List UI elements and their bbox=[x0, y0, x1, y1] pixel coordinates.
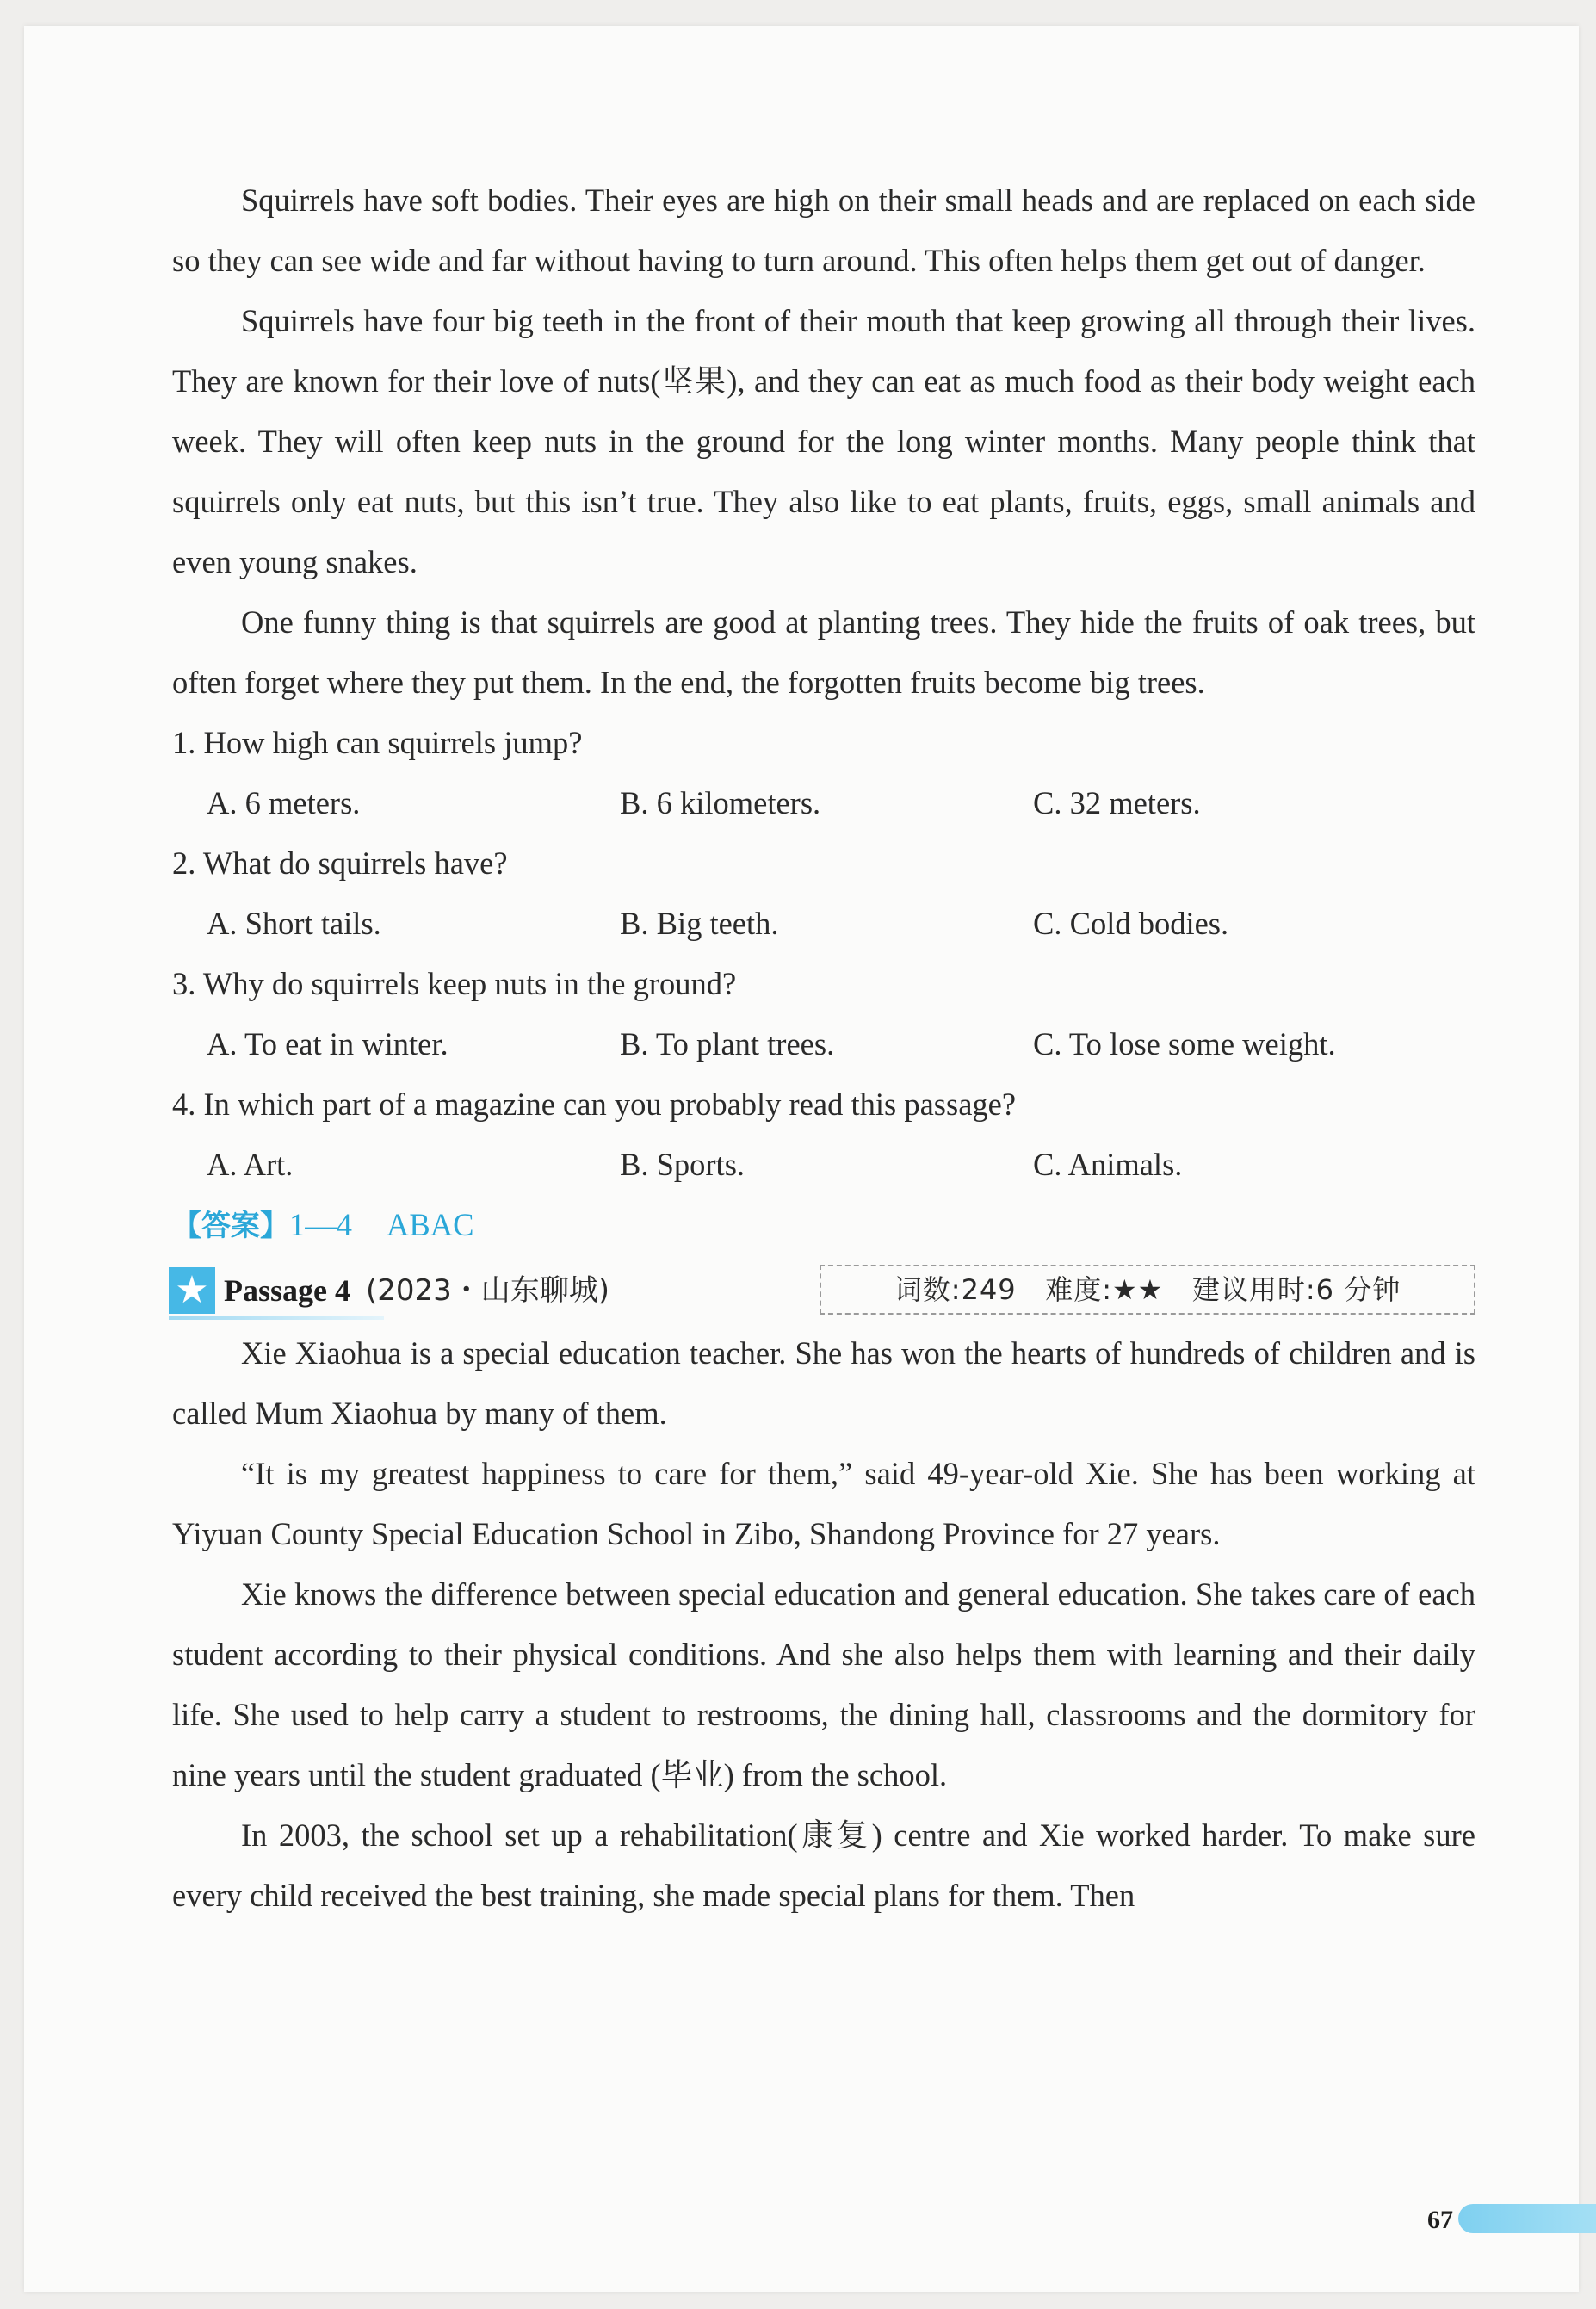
page-tab-decoration bbox=[1458, 2204, 1596, 2233]
option-a: A. Short tails. bbox=[207, 906, 381, 941]
question-3 bbox=[172, 954, 1475, 1074]
option-a: A. Art. bbox=[207, 1147, 294, 1182]
question-text: 1. How high can squirrels jump? bbox=[172, 725, 583, 760]
option-a: A. 6 meters. bbox=[207, 785, 361, 820]
question-4 bbox=[172, 1074, 1475, 1195]
answer-label: 【答案】 bbox=[172, 1209, 289, 1243]
option-c: C. 32 meters. bbox=[1033, 785, 1201, 820]
paragraph-teeth: Squirrels have four big teeth in the front of their mouth that keep growing all through their lives. They are known for their love of nuts(坚果), and they can eat as much food as their body weight each week. They will often keep nuts in the ground for the long winter months. Many people think that squirrels only eat nuts, but this isn’t true. They also like to eat plants, fruits, eggs, small animals and even young snakes. bbox=[172, 303, 1475, 579]
question-1 bbox=[172, 713, 1475, 833]
passage-title-group bbox=[169, 1266, 609, 1315]
question-options bbox=[172, 1014, 1475, 1074]
option-b: B. Sports. bbox=[620, 1147, 745, 1182]
paragraph-difference: Xie knows the difference between special education and general education. She takes care of each student according to their physical conditions. And she also helps them with learning and their daily life. She used to help carry a student to restrooms, the dining hall, classrooms and the dormitory for nine years until the student graduated (毕业) from the school. bbox=[172, 1576, 1475, 1792]
difficulty-label: 难度: bbox=[1045, 1273, 1112, 1306]
passage-info-box bbox=[820, 1265, 1475, 1315]
option-c: C. Animals. bbox=[1033, 1147, 1183, 1182]
option-b: B. To plant trees. bbox=[620, 1026, 835, 1062]
title-underline bbox=[169, 1316, 384, 1320]
paragraph-planting: One funny thing is that squirrels are good at planting trees. They hide the fruits of oak trees, but often forget where they put them. In the end, the forgotten fruits become big trees. bbox=[172, 604, 1475, 700]
question-options bbox=[172, 773, 1475, 833]
option-b: B. 6 kilometers. bbox=[620, 785, 821, 820]
question-options bbox=[172, 1135, 1475, 1195]
suggested-time: 建议用时:6 分钟 bbox=[1191, 1273, 1401, 1306]
difficulty-stars: ★★ bbox=[1111, 1273, 1164, 1306]
question-text: 2. What do squirrels have? bbox=[172, 845, 508, 881]
paragraph-eyes: Squirrels have soft bodies. Their eyes are high on their small heads and are replaced on each side so they can see wide and far without having to turn around. This often helps them get out of danger. bbox=[172, 183, 1475, 278]
option-c: C. Cold bodies. bbox=[1033, 906, 1229, 941]
answer-keys: ABAC bbox=[387, 1207, 474, 1242]
answer-line bbox=[172, 1195, 1475, 1256]
book-page bbox=[24, 26, 1579, 2292]
question-options bbox=[172, 894, 1475, 954]
answer-range: 1—4 bbox=[289, 1207, 352, 1242]
option-c: C. To lose some weight. bbox=[1033, 1026, 1336, 1062]
question-text: 4. In which part of a magazine can you probably read this passage? bbox=[172, 1086, 1017, 1122]
option-b: B. Big teeth. bbox=[620, 906, 779, 941]
passage-title: Passage 4 bbox=[224, 1273, 350, 1308]
passage-header bbox=[172, 1260, 1475, 1322]
question-text: 3. Why do squirrels keep nuts in the ground? bbox=[172, 966, 737, 1001]
paragraph-intro: Xie Xiaohua is a special education teacher. She has won the hearts of hundreds of children and is called Mum Xiaohua by many of them. bbox=[172, 1335, 1475, 1431]
page-number: 67 bbox=[1427, 2206, 1453, 2234]
paragraph-2003: In 2003, the school set up a rehabilitation(康复) centre and Xie worked harder. To make sure every child received the best training, she made special plans for them. Then bbox=[172, 1817, 1475, 1913]
passage-source: (2023・山东聊城) bbox=[366, 1273, 610, 1308]
question-2 bbox=[172, 833, 1475, 954]
paragraph-quote: “It is my greatest happiness to care for them,” said 49-year-old Xie. She has been working at Yiyuan County Special Education School in Zibo, Shandong Province for 27 years. bbox=[172, 1456, 1475, 1551]
star-icon: ★ bbox=[169, 1267, 215, 1314]
option-a: A. To eat in winter. bbox=[207, 1026, 448, 1062]
word-count: 词数:249 bbox=[894, 1273, 1017, 1306]
page-content bbox=[172, 170, 1475, 1926]
